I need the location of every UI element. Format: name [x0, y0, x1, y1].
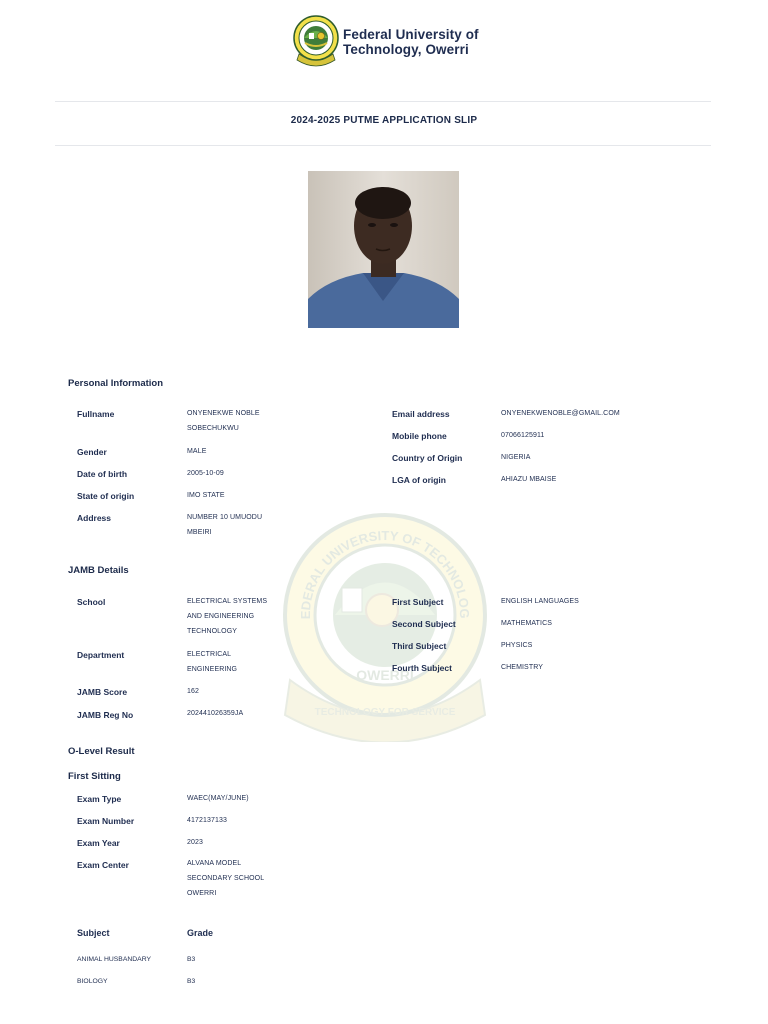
exam-number-label: Exam Number	[77, 816, 135, 826]
second-subject-value: MATHEMATICS	[501, 620, 553, 627]
mobile-phone-value: 07066125911	[501, 432, 545, 439]
second-subject-label: Second Subject	[392, 619, 456, 629]
lga-of-origin-label: LGA of origin	[392, 475, 446, 485]
address-label: Address	[77, 513, 112, 523]
first-sitting-title: First Sitting	[68, 771, 121, 782]
jamb-reg-no-label: JAMB Reg No	[77, 710, 134, 720]
fullname-value: ONYENEKWE NOBLE SOBECHUKWU	[187, 410, 260, 432]
country-of-origin-value: NIGERIA	[501, 454, 531, 461]
jamb-details-title: JAMB Details	[68, 565, 129, 576]
divider-top	[55, 101, 711, 102]
exam-type-label: Exam Type	[77, 794, 122, 804]
university-logo	[291, 14, 341, 68]
school-value: ELECTRICAL SYSTEMS AND ENGINEERING TECHNOLOGY	[187, 598, 268, 635]
exam-center-label: Exam Center	[77, 860, 129, 870]
result-grade: B3	[187, 978, 196, 985]
university-name-line2: Technology, Owerri	[343, 42, 469, 57]
lga-of-origin-value: AHIAZU MBAISE	[501, 476, 557, 483]
watermark-crest	[280, 510, 490, 742]
exam-center-value: ALVANA MODEL SECONDARY SCHOOL OWERRI	[187, 860, 264, 897]
third-subject-value: PHYSICS	[501, 642, 533, 649]
olevel-result-title: O-Level Result	[68, 746, 135, 757]
third-subject-label: Third Subject	[392, 641, 447, 651]
university-name	[343, 27, 479, 57]
slip-title: 2024-2025 PUTME APPLICATION SLIP	[290, 115, 478, 126]
email-label: Email address	[392, 409, 450, 419]
fourth-subject-label: Fourth Subject	[392, 663, 452, 673]
watermark-center-text: OWERRI	[356, 667, 414, 683]
result-subject: ANIMAL HUSBANDARY	[77, 956, 152, 963]
applicant-photo	[308, 171, 459, 328]
first-subject-label: First Subject	[392, 597, 444, 607]
fourth-subject-value: CHEMISTRY	[501, 664, 543, 671]
jamb-reg-no-value: 202441026359JA	[187, 710, 244, 717]
exam-number-value: 4172137133	[187, 817, 227, 824]
divider-bottom	[55, 145, 711, 146]
first-subject-value: ENGLISH LANGUAGES	[501, 598, 579, 605]
exam-year-value: 2023	[187, 839, 203, 846]
department-value: ELECTRICAL ENGINEERING	[187, 651, 238, 673]
gender-value: MALE	[187, 448, 207, 455]
jamb-score-value: 162	[187, 688, 199, 695]
grade-column-header: Grade	[187, 928, 214, 938]
email-value: ONYENEKWENOBLE@GMAIL.COM	[501, 410, 620, 417]
page-header	[0, 14, 768, 70]
address-value: NUMBER 10 UMUODU MBEIRI	[187, 514, 263, 536]
fullname-label: Fullname	[77, 409, 115, 419]
mobile-phone-label: Mobile phone	[392, 431, 447, 441]
school-label: School	[77, 597, 106, 607]
country-of-origin-label: Country of Origin	[392, 453, 463, 463]
exam-year-label: Exam Year	[77, 838, 120, 848]
subject-column-header: Subject	[77, 928, 110, 938]
date-of-birth-value: 2005-10-09	[187, 470, 224, 477]
gender-label: Gender	[77, 447, 107, 457]
university-name-line1: Federal University of	[343, 27, 479, 42]
state-of-origin-value: IMO STATE	[187, 492, 225, 499]
jamb-score-label: JAMB Score	[77, 687, 128, 697]
result-subject: BIOLOGY	[77, 978, 108, 985]
result-grade: B3	[187, 956, 196, 963]
watermark-arc-text: EDERAL UNIVERSITY OF TECHNOLOG	[297, 527, 473, 620]
date-of-birth-label: Date of birth	[77, 469, 128, 479]
state-of-origin-label: State of origin	[77, 491, 135, 501]
personal-information-title: Personal Information	[68, 378, 164, 389]
department-label: Department	[77, 650, 125, 660]
watermark-motto: TECHNOLOGY FOR SERVICE	[314, 707, 456, 718]
exam-type-value: WAEC(MAY/JUNE)	[187, 795, 249, 802]
